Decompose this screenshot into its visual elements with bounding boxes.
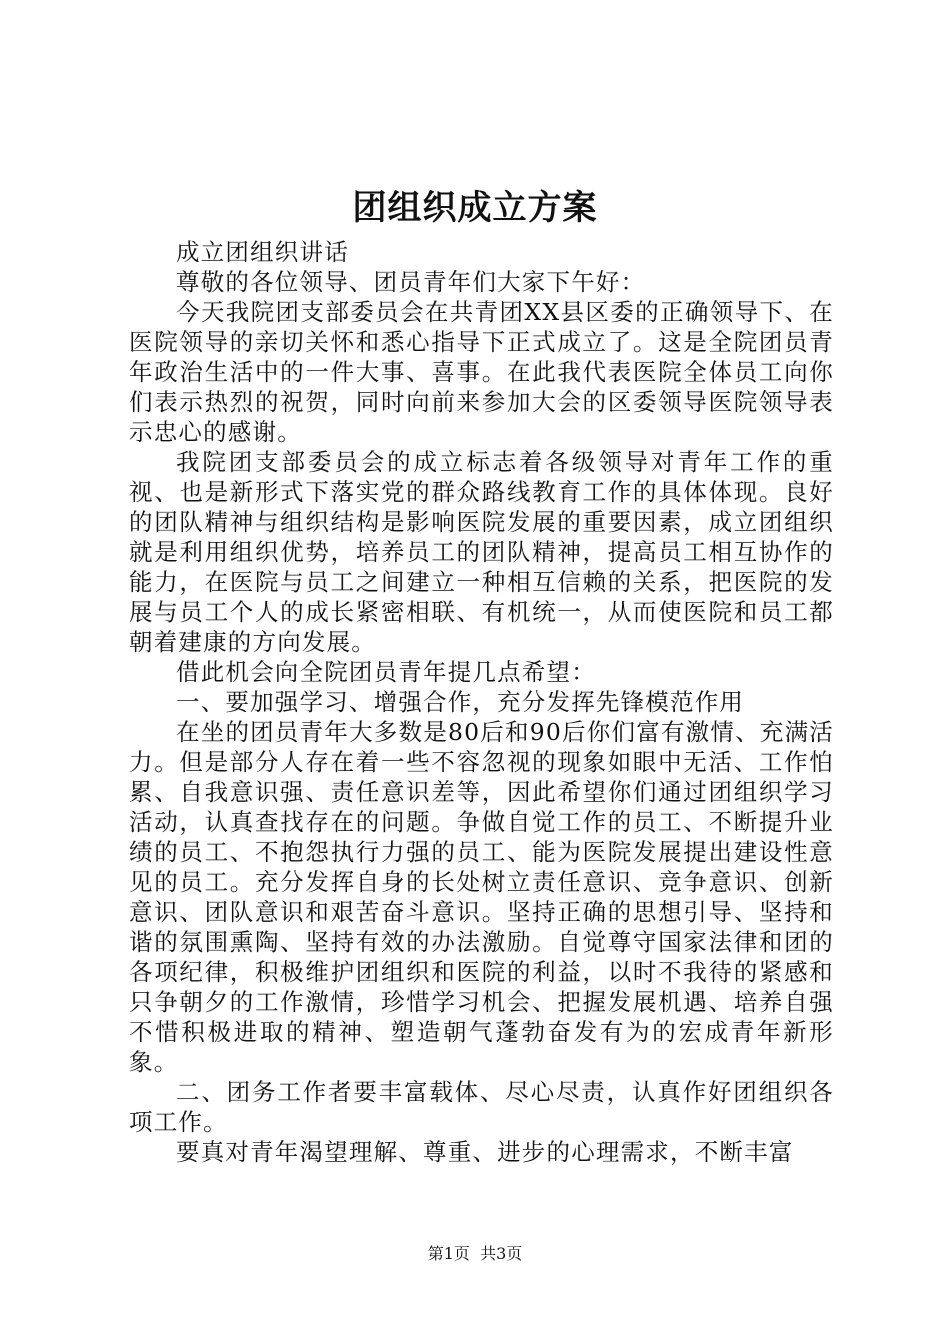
paragraph: 要真对青年渴望理解、尊重、进步的心理需求，不断丰富 xyxy=(176,1138,794,1166)
paragraph-greeting: 尊敬的各位领导、团员青年们大家下午好： xyxy=(176,268,646,296)
section-heading: 一、要加强学习、增强合作，充分发挥先锋模范作用 xyxy=(176,688,745,716)
paragraph: 今天我院团支部委员会在共青团XX县区委的正确领导下、在医院领导的亲切关怀和悉心指导下正式成立了。这是全院团员青年政治生活中的一件大事、喜事。在此我代表医院全体员工向你们表示热烈的祝贺，同时向前来参加大会的区委领导医院领导表示忠心的感谢。 xyxy=(129,298,834,446)
paragraph: 借此机会向全院团员青年提几点希望： xyxy=(176,658,596,686)
paragraph: 我院团支部委员会的成立标志着各级领导对青年工作的重视、也是新形式下落实党的群众路线教育工作的具体体现。良好的团队精神与组织结构是影响医院发展的重要因素，成立团组织就是利用组织优势，培养员工的团队精神，提高员工相互协作的能力，在医院与员工之间建立一种相互信赖的关系，把医院的发展与员工个人的成长紧密相联、有机统一，从而使医院和员工都朝着建康的方向发展。 xyxy=(129,448,834,656)
paragraph: 在坐的团员青年大多数是80后和90后你们富有激情、充满活力。但是部分人存在着一些不容忽视的现象如眼中无活、工作怕累、自我意识强、责任意识差等，因此希望你们通过团组织学习活动，认真查找存在的问题。争做自觉工作的员工、不断提升业绩的员工、不抱怨执行力强的员工、能为医院发展提出建设性意见的员工。充分发挥自身的长处树立责任意识、竞争意识、创新意识、团队意识和艰苦奋斗意识。坚持正确的思想引导、坚持和谐的氛围熏陶、坚持有效的办法激励。自觉尊守国家法律和团的各项纪律，积极维护团组织和医院的利益，以时不我待的紧感和只争朝夕的工作激情，珍惜学习机会、把握发展机遇、培养自强不惜积极进取的精神、塑造朝气蓬勃奋发有为的宏成青年新形象。 xyxy=(129,718,834,1076)
document-title: 团组织成立方案 xyxy=(352,188,598,228)
page-footer xyxy=(0,1244,950,1264)
page-total: 共3页 xyxy=(480,1244,523,1263)
paragraph-heading: 成立团组织讲话 xyxy=(176,238,349,266)
section-heading: 二、团务工作者要丰富载体、尽心尽责，认真作好团组织各项工作。 xyxy=(129,1078,834,1136)
page-number: 第1页 xyxy=(427,1244,470,1263)
document-body xyxy=(129,237,834,1167)
